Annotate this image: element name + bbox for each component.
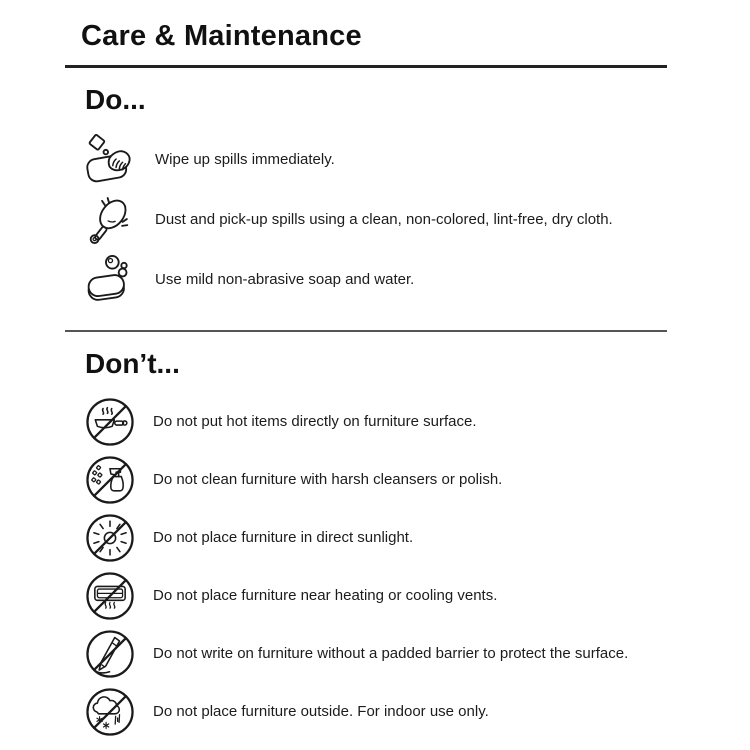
no-hot-items-icon xyxy=(84,396,136,448)
care-instruction-text: Do not write on furniture without a padded barrier to protect the surface. xyxy=(153,644,629,662)
care-instruction-text: Use mild non-abrasive soap and water. xyxy=(155,270,415,288)
dont-item-hot-items xyxy=(84,393,667,451)
dont-item-writing xyxy=(84,625,667,683)
do-item-dust xyxy=(82,190,667,250)
care-instruction-text: Do not place furniture outside. For indoor use only. xyxy=(153,702,489,720)
care-instruction-text: Do not place furniture in direct sunlight. xyxy=(153,528,414,546)
feather-duster-icon xyxy=(82,192,138,248)
care-instruction-text: Do not put hot items directly on furniture surface. xyxy=(153,412,477,430)
section-divider xyxy=(65,330,667,332)
no-outdoor-use-icon xyxy=(84,686,136,738)
no-heating-vents-icon xyxy=(84,570,136,622)
do-item-list xyxy=(82,130,667,310)
care-instruction-text: Do not place furniture near heating or cooling vents. xyxy=(153,586,498,604)
do-item-soap xyxy=(82,250,667,310)
dont-item-heating-vents xyxy=(84,567,667,625)
no-direct-sunlight-icon xyxy=(84,512,136,564)
dont-item-harsh-cleansers xyxy=(84,451,667,509)
title-divider xyxy=(65,65,667,68)
care-instruction-text: Do not clean furniture with harsh cleansers or polish. xyxy=(153,470,503,488)
dont-section-heading: Don’t... xyxy=(85,348,180,379)
dont-item-direct-sunlight xyxy=(84,509,667,567)
page-title: Care & Maintenance xyxy=(81,20,362,52)
care-instruction-text: Dust and pick-up spills using a clean, non-colored, lint-free, dry cloth. xyxy=(155,210,613,228)
no-harsh-cleansers-icon xyxy=(84,454,136,506)
dont-item-list xyxy=(84,393,667,741)
dont-item-outdoor-use xyxy=(84,683,667,741)
do-section-heading: Do... xyxy=(85,84,146,115)
care-instruction-text: Wipe up spills immediately. xyxy=(155,150,335,168)
soap-bubbles-icon xyxy=(82,252,138,308)
do-item-wipe-spills xyxy=(82,130,667,190)
wipe-cloth-icon xyxy=(82,132,138,188)
no-writing-icon xyxy=(84,628,136,680)
